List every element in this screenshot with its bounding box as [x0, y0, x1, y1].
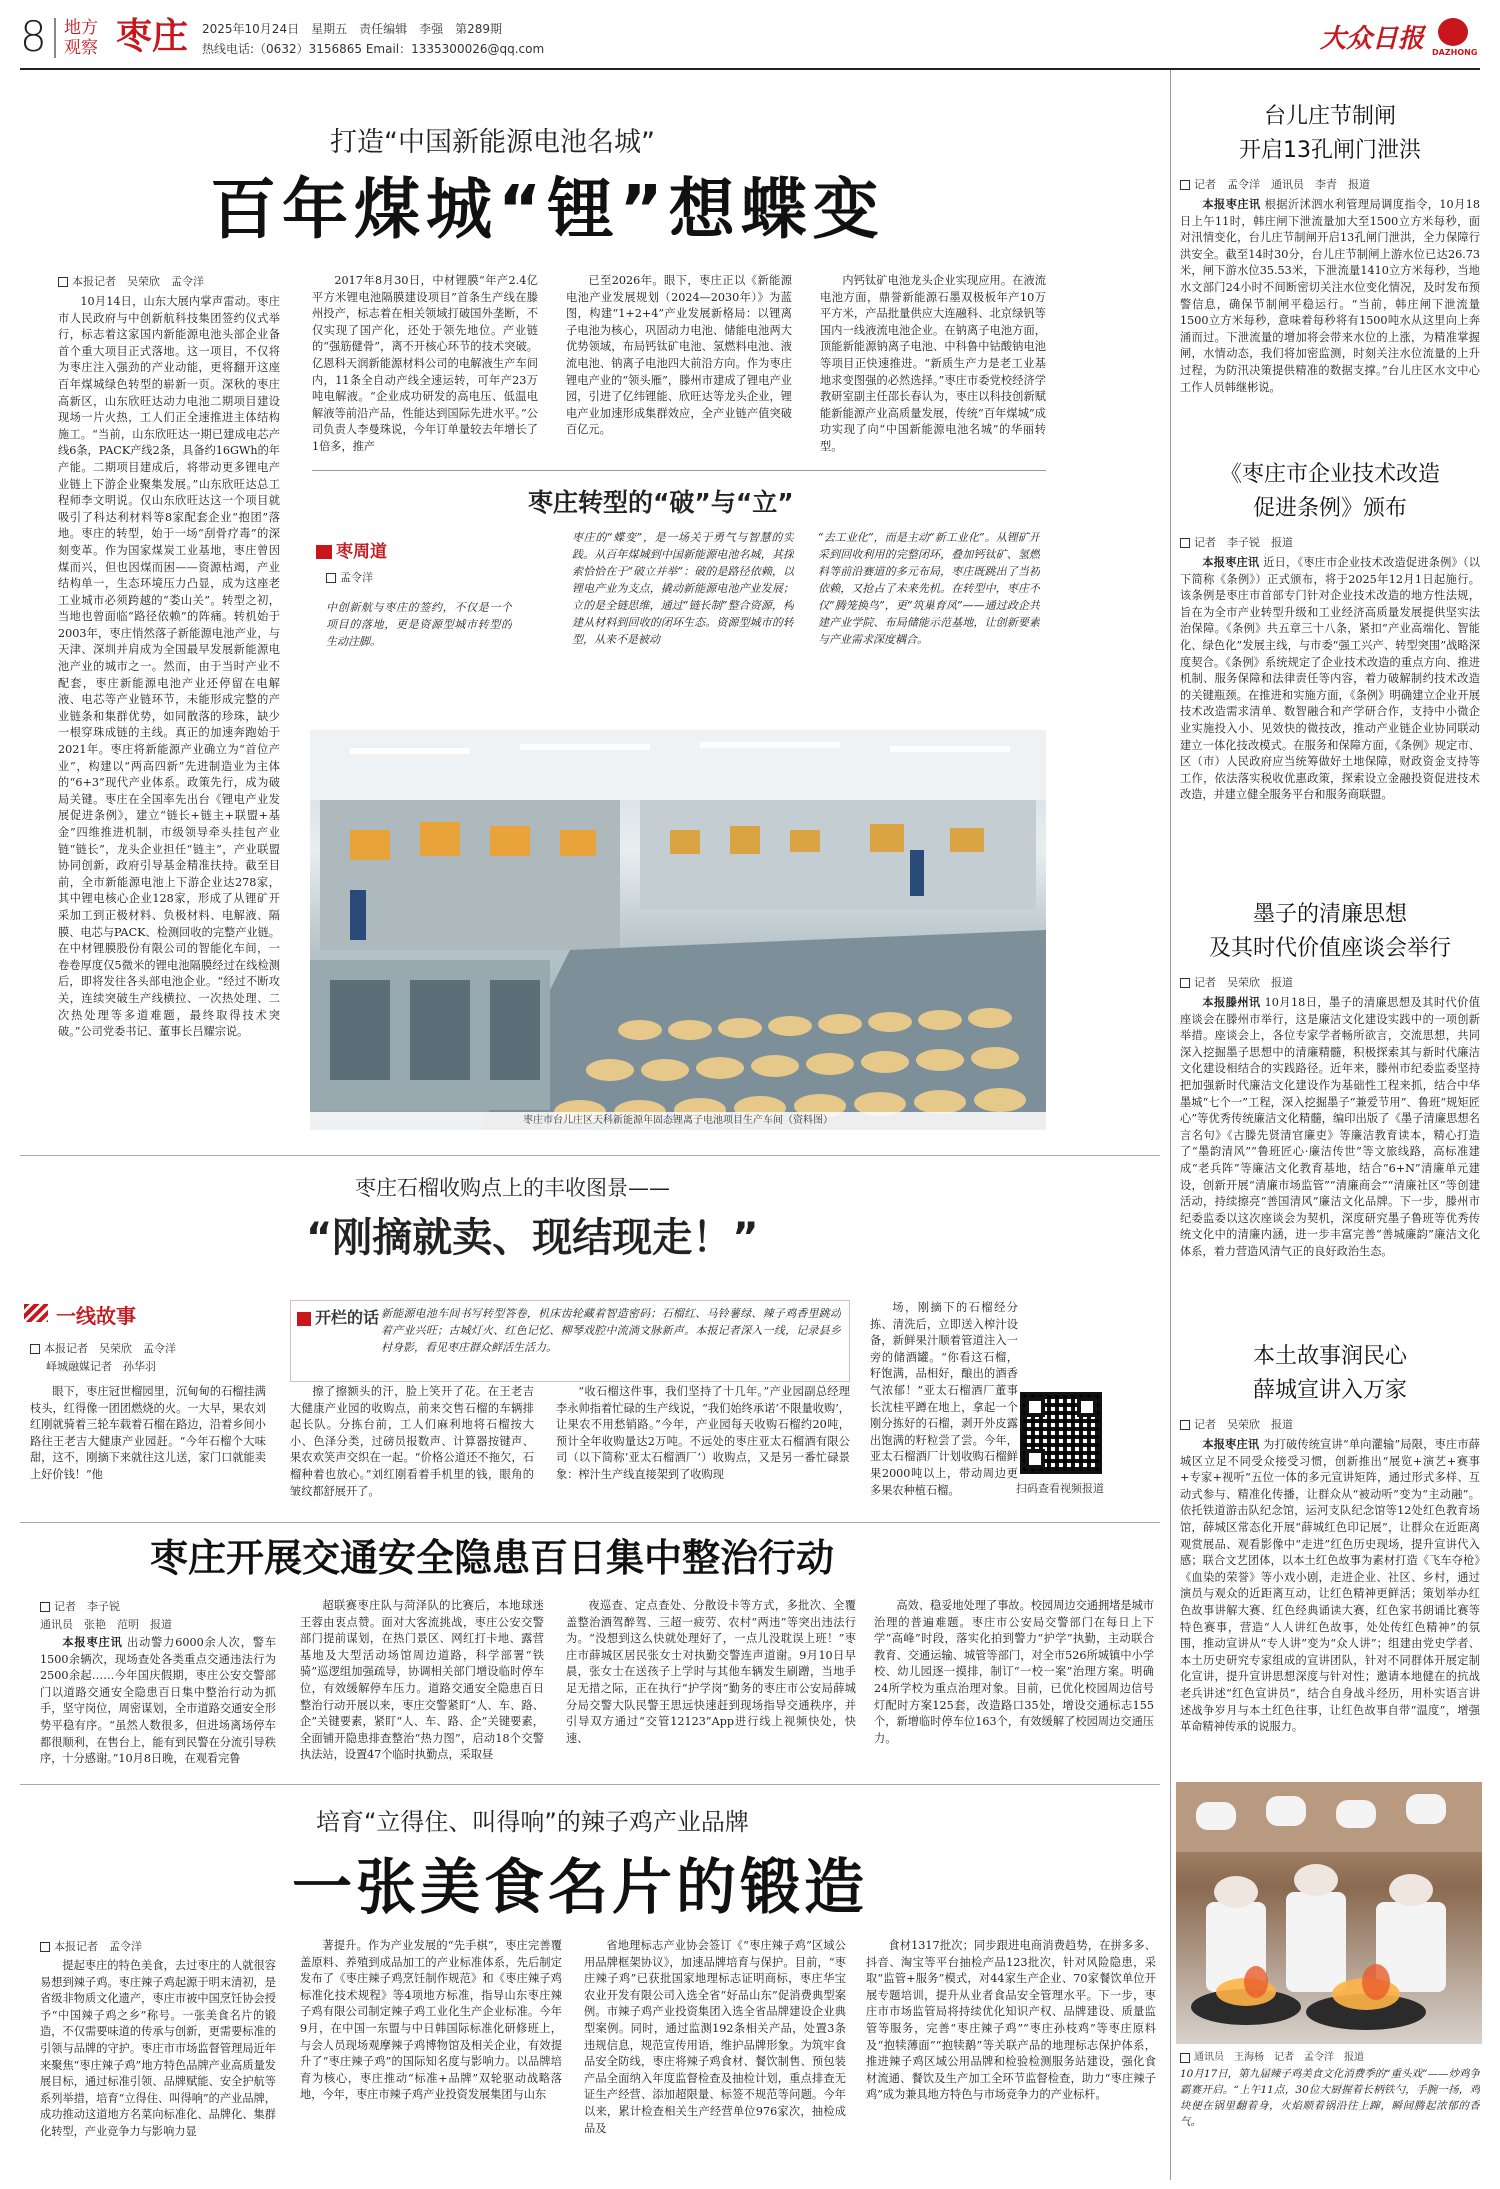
s3-title-2: 及其时代价值座谈会举行	[1208, 936, 1451, 961]
food-col-4: 食材1317批次；同步跟进电商消费趋势，在拼多多、抖音、淘宝等平台抽检产品123批次，针对风险隐患，采取“监管+服务”模式，对44家生产企业、70家餐饮单位开展专题培训，提升从业者食品安全管理水平。下一步，枣庄市市场监管局将持续优化知识产权、品牌建设、质量监管等服务，完善“枣庄辣子鸡”“枣庄孙枝鸡”等枣庄原料及“抱犊薄面”“抱犊鹅”等关联产品的地理标志保护体系，推进辣子鸡区域公用品牌和检验检测服务站建设，强化食材流通、餐饮及生产加工全环节监督检查，助力“枣庄辣子鸡”成为兼具地方特色与市场竞争力的产业标杆。	[866, 1939, 1156, 2102]
byline-box-icon	[30, 1344, 40, 1354]
page-number: 8	[20, 12, 47, 61]
s1-byline: 记者 孟令洋 通讯员 李青 报道	[1180, 176, 1480, 192]
s3-text: 本报滕州讯 10月18日，墨子的清廉思想及其时代价值座谈会在滕州市举行，这是廉洁文化建设实践中的一项创新举措。座谈会上，各位专家学者畅所欲言，交流思想，共同深入挖掘墨子思想中的清廉精髓，积极探索其与新时代廉洁文化建设相结合的实践路径。近年来，滕州市纪委监委坚持把加强新时代廉洁文化建设作为基础性工程来抓，结合中华墨城“七个一”工程，深入挖掘墨子“兼爱节用”、鲁班“规矩匠心”等优秀传统廉洁文化精髓，编印出版了《墨子清廉思想名言名句》《古滕先贤清官廉吏》等廉洁教育读本，精心打造了“墨韵清风”“鲁班匠心·廉洁传世”等文旅线路，高标准建成“老兵阵”等廉洁文化教育基地，结合“6+N”清廉单元建设，创新开展“清廉市场监管”“清廉商会”“清廉社区”等创建活动，持续擦亮“善国清风”廉洁文化品牌。下一步，滕州市纪委监委以这次座谈会为契机，深度研究墨子鲁班等优秀传统文化中的清廉内涵，进一步丰富完善“善城廉韵”廉洁文化体系，着力营造风清气正的良好政治生态。	[1180, 995, 1480, 1258]
opening-note-box	[290, 1300, 850, 1382]
opening-note-tag: 开栏的话	[297, 1305, 379, 1328]
byline-box-icon	[40, 1942, 50, 1952]
masthead-rule	[20, 68, 1480, 70]
commentary-mid-text: 枣庄的“蝶变”，是一场关于勇气与智慧的实践。从百年煤城到中国新能源电池名城，其探索恰恰在于“破立并举”：破的是路径依赖，以锂电产业为支点，撬动新能源电池产业发展；立的是全链思维，通过“链长制”整合资源，构建从材料到回收的闭环生态。资源型城市的转型，从来不是被动	[572, 531, 794, 646]
s1-text: 本报枣庄讯 根据沂沭泗水利管理局调度指令，10月18日上午11时，韩庄闸下泄流量加大至1500立方米每秒，面对汛情变化，台儿庄节制闸开启13孔闸门泄洪，全力保障行洪安全。截至14时30分，台儿庄节制闸上游水位已达26.73米，闸下游水位35.53米，下泄流量1410立方米每秒，当地水文部门24小时不间断密切关注水位变化情况，及时发布预警信息，确保节制闸平稳运行。“当前，韩庄闸下泄流量1500立方米每秒，意味着每秒将有1500吨水从这里向上奔涌而过。下泄流量的增加将会带来水位的上涨，为精准掌握闸，水情动态，我们将加密监测，时刻关注水位流量的上升过程，为防汛决策提供精准的数据支撑。”台儿庄区水文中心工作人员韩继彬说。	[1180, 197, 1480, 394]
logo-emblem-icon	[1438, 18, 1468, 46]
pomegranate-col-3: “收石榴这件事，我们坚持了十几年。”产业园副总经理李永帅指着忙碌的生产线说，“我们始终承诺‘不限量收购’，让果农不用愁销路。”今年，产业园每天收购石榴约20吨，预计全年收购量达2万吨。不远处的枣庄亚太石榴酒有限公司（以下简称‘亚太石榴酒厂’）收购点，又是另一番忙碌景象：榨汁生产线直接架到了收购现	[556, 1385, 850, 1481]
date-line: 2025年10月24日 星期五 责任编辑 李强 第289期	[202, 22, 502, 36]
traffic-byline-2: 通讯员 张艳 范明 报道	[40, 1618, 172, 1631]
traffic-bottom-rule	[20, 1784, 1160, 1785]
s3-title-1: 墨子的清廉思想	[1252, 902, 1407, 927]
s3-byline: 记者 吴荣欣 报道	[1180, 974, 1480, 990]
qr-caption: 扫码查看视频报道	[1016, 1482, 1104, 1495]
byline-box-icon	[1180, 2053, 1190, 2063]
region-title: 枣庄	[116, 16, 189, 57]
s1-title-1: 台儿庄节制闸	[1263, 104, 1396, 129]
sidebar-story-1	[1180, 100, 1480, 490]
section-label-2: 观察	[64, 38, 98, 58]
food-kicker: 培育“立得住、叫得响”的辣子鸡产业品牌	[316, 1808, 749, 1836]
chef-photo	[1176, 1782, 1482, 2044]
masthead-divider	[54, 18, 56, 58]
lead-col-3: 已至2026年。眼下，枣庄正以《新能源电池产业发展规划（2024—2030年）》为蓝图，构建“1+2+4”产业发展新格局：以锂离子电池为核心，巩固动力电池、储能电池两大优势领域，布局钙钛矿电池、氢燃料电池、液流电池、钠离子电池四大前沿方向。作为枣庄锂电产业的“领头雁”，滕州市建成了锂电产业园，引进了亿纬锂能、欣旺达等龙头企业，锂电产业加速形成集群效应，全产业链产值突破百亿元。	[566, 274, 792, 437]
pomegranate-col-1: 眼下，枣庄冠世榴园里，沉甸甸的石榴挂满枝头，红得像一团团燃烧的火。一大早，果农刘红刚就骑着三轮车载着石榴在路边，沿着乡间小路往王老吉大健康产业园赶。“今年石榴个大味甜，这不，刚摘下来就往这儿送，家门口就能卖上好价钱！”他	[30, 1385, 266, 1481]
factory-photo-art	[310, 730, 1046, 1130]
byline-box-icon	[1180, 538, 1190, 548]
pomegranate-byline-1: 本报记者 吴荣欣 孟令洋	[30, 1340, 176, 1356]
opening-note-icon	[297, 1312, 311, 1326]
s1-title-2: 开启13孔闸门泄洪	[1239, 138, 1421, 163]
commentary-author: 孟令洋	[326, 569, 373, 585]
commentary-box	[312, 470, 1046, 730]
traffic-byline-1: 记者 李子锐	[40, 1598, 120, 1614]
sidebar-story-4	[1180, 1340, 1480, 1790]
s4-byline: 记者 吴荣欣 报道	[1180, 1416, 1480, 1432]
pomegranate-col-4: 场，刚摘下的石榴经分拣、清洗后，立即送入榨汁设备，新鲜果汁顺着管道注入一旁的储酒罐。“你看这石榴，籽饱满，品相好，酿出的酒香气浓郁！”亚太石榴酒厂董事长沈桂平蹲在地上，拿起一个刚分拣好的石榴，剥开外皮露出饱满的籽粒尝了尝。今年，亚太石榴酒厂计划收购石榴鲜果2000吨以上，带动周边更多果农种植石榴。	[870, 1301, 1018, 1497]
food-col-1: 提起枣庄的特色美食，去过枣庄的人就很容易想到辣子鸡。枣庄辣子鸡起源于明末清初，是省级非物质文化遗产，枣庄市被中国烹饪协会授予“中国辣子鸡之乡”称号。一张美食名片的锻造，不仅需要味道的传承与创新，更需要标准的引领与品牌的守护。枣庄市市场监督管理局近年来聚焦“枣庄辣子鸡”地方特色品牌产业高质量发展目标，通过标准引领、品牌赋能、安全护航等系列举措，培育“立得住、叫得响”的产业品牌，成功推动这道地方名菜向标准化、品牌化、集群化转型，产业竞争力与影响力显	[40, 1959, 276, 2138]
byline-box-icon	[1180, 180, 1190, 190]
s4-title-2: 薛城宣讲入万家	[1252, 1378, 1407, 1403]
traffic-col-4: 高效、稳妥地处理了事故。校园周边交通拥堵是城市治理的普遍难题。枣庄市公安局交警部门在每日上下学“高峰”时段，落实化拍到警力“护学”执勤，主动联合教育、交通运输、城管等部门，对全市526所城镇中小学校、幼儿园逐一摸排，制订“一校一案”治理方案。明确24所学校为重点治理对象。目前，已优化校园周边信号灯配时方案125套，改造路口35处，增设交通标志155个，新增临时停车位163个，有效缓解了校园周边交通压力。	[874, 1599, 1154, 1745]
masthead	[20, 14, 1480, 64]
qr-corner-tr-icon	[1077, 1397, 1097, 1417]
pomegranate-bottom-rule	[20, 1522, 1160, 1523]
food-col-2: 著提升。作为产业发展的“先手棋”，枣庄完善覆盖原料、养殖到成品加工的产业标准体系，先后制定发布了《枣庄辣子鸡烹饪制作规范》和《枣庄辣子鸡标准化技术规程》等4项地方标准，指导山东枣庄辣子鸡有限公司制定辣子鸡工业化生产企业标准。今年9月，在中国一东盟与中日韩国际标准化研修班上，与会人员现场观摩辣子鸡博物馆及相关企业，有效提升了“枣庄辣子鸡”的国际知名度与影响力。以品牌培育为核心，枣庄推动“标准+品牌”双轮驱动战略落地，今年，枣庄市辣子鸡产业投资发展集团与山东	[300, 1939, 562, 2102]
hotline: 热线电话:（0632）3156865 Email：1335300026@qq.com	[202, 42, 545, 56]
s2-text: 本报枣庄讯 近日，《枣庄市企业技术改造促进条例》（以下简称《条例》）正式颁布，将于2025年12月1日起施行。该条例是枣庄市首部专门针对企业技术改造的地方性法规，旨在为全市产业转型升级和工业经济高质量发展提供坚实法治保障。《条例》共五章三十八条，紧扣“产业高端化、智能化、绿色化”发展主线，与市委“强工兴产、转型突围”战略深度契合。《条例》系统规定了企业技术改造的重点方向、推进机制、服务保障和法律责任等内容，着力破解制约技术改造的关键瓶颈。在推进和实施方面，《条例》明确建立企业开展技术改造需求清单、数智融合和产学研合作，支持中小微企业实施投入小、见效快的微技改，推动产业链企业协同联动建立一体化技改模式。在服务和保障方面，《条例》规定市、区（市）人民政府应当统筹做好土地保障，财政资金支持等工作，依法落实税收优惠政策，探索设立金融投资促进技术改造，并建立健全服务平台和服务商联盟。	[1180, 555, 1480, 802]
comment-flag-icon	[316, 545, 332, 559]
commentary-tag: 枣周道	[316, 537, 387, 562]
qr-corner-bl-icon	[1025, 1449, 1045, 1469]
sidebar-story-2	[1180, 458, 1480, 898]
frontline-stripe-icon	[24, 1304, 48, 1322]
factory-photo	[310, 730, 1046, 1130]
tag-frontline: 一线故事	[24, 1300, 184, 1326]
opening-note-text: 新能源电池车间书写转型答卷，机床齿轮藏着智造密码；石榴红、马铃薯绿、辣子鸡香里跳动着产业兴旺；古城灯火、红色记忆、柳琴戏腔中流淌文脉新声。本报记者深入一线，记录县乡村身影，看见枣庄群众鲜活生活力。	[381, 1307, 841, 1354]
food-byline: 本报记者 孟令洋	[40, 1938, 142, 1954]
lead-title: 百年煤城“锂”想蝶变	[210, 171, 885, 248]
logo	[1320, 14, 1480, 60]
s2-title-2: 促进条例》颁布	[1252, 496, 1407, 521]
traffic-col-1: 本报枣庄讯 出动警力6000余人次，警车1500余辆次，现场查处各类重点交通违法行为2500余起……今年国庆假期，枣庄公安交警部门以道路交通安全隐患百日集中整治行动为抓手，坚守岗位，周密谋划，全市道路交通安全形势平稳有序。“虽然人数很多，但进场离场停车都很顺利，在售台上，能有到民警在分流引导秩序，十分感谢。”10月8日晚，在观看完鲁	[40, 1635, 276, 1766]
qr-corner-tl-icon	[1025, 1397, 1045, 1417]
byline-box-icon	[1180, 978, 1190, 988]
factory-photo-caption: 枣庄市台儿庄区天科新能源年固态锂离子电池项目生产车间（资料图）	[310, 1112, 1046, 1130]
s2-byline: 记者 李子锐 报道	[1180, 534, 1480, 550]
food-title: 一张美食名片的锻造	[292, 1853, 868, 1923]
lead-col-2: 2017年8月30日，中材锂膜“年产2.4亿平方米锂电池隔膜建设项目”首条生产线在滕州投产，标志着在相关领域打破国外垄断，不仅实现了国产化，还处于领先地位。产业链的“强筋健骨”，离不开核心环节的技术突破。亿恩科天润新能源材料公司的电解液生产车间内，11条全自动产线全速运转，可年产23万吨电解液。“企业成功研发的高电压、低温电解液等前沿产品，性能达到国际先进水平。”公司负责人李曼珠说，今年订单量较去年增长了1倍多，推产	[312, 274, 538, 453]
lead-kicker: 打造“中国新能源电池名城”	[330, 127, 655, 158]
pomegranate-title: “刚摘就卖、现结现走！”	[306, 1215, 759, 1261]
byline-box-icon	[58, 277, 68, 287]
traffic-col-3: 夜巡查、定点查处、分散设卡等方式，多批次、全覆盖整治酒驾醉驾、三超一疲劳、农村“两违”等突出违法行为。“没想到这么快就处理好了，一点儿没耽误上班！”枣庄市薛城区居民张女士对执勤交警连声道谢。9月10日早晨，张女士在送孩子上学时与其他车辆发生刷蹭，当地手足无措之际，正在执行“护学岗”勤务的枣庄市公安局薛城分局交警大队民警王思远快速赶到现场指导交通秩序，并引导双方通过“交管12123”App进行线上视频快处，快速、	[566, 1599, 856, 1745]
chef-photo-art	[1176, 1782, 1482, 2044]
logo-text: 大众日报	[1320, 24, 1425, 54]
s2-title-1: 《枣庄市企业技术改造	[1219, 462, 1440, 487]
lead-col-1: 10月14日，山东大展内掌声雷动。枣庄市人民政府与中创新航科技集团签约仪式举行，标志着这家国内新能源电池头部企业备首个重大项目正式落地。这一项目，不仅将为枣庄注入强劲的产业动能，更将翻开这座百年煤城绿色转型的崭新一页。深秋的枣庄高新区，山东欣旺达动力电池二期项目建设现场一片火热，工人们正全速推进主体结构施工。“当前，山东欣旺达一期已建成电芯产线6条，PACK产线2条，具备约16GWh的年产能。二期项目建成后，将带动更多锂电产业链上下游企业聚集发展。”山东欣旺达总工程师李文明说。仅山东欣旺达这一个项目就吸引了科达利材料等8家配套企业“抱团”落地。枣庄的转型，始于一场“刮骨疗毒”的深刻变革。作为国家煤炭工业基地，枣庄曾因煤而兴，但也因煤而困——资源枯竭，产业结构单一，生态环境压力凸显，成为这座老工业城市必须跨越的“娄山关”。转型之初，当地也曾面临“路径依赖”的阵痛。转机始于2003年，枣庄悄然落子新能源电池产业，与天津、深圳并肩成为全国最早发展新能源电池产业的城市之一。然而，由于当时产业不配套，枣庄新能源电池产业还停留在电解液、电芯等产业链环节，未能形成完整的产业链条和集群优势，如同散落的珍珠，缺少一根穿珠成链的主线。真正的加速奔跑始于2021年。枣庄将新能源产业确立为“首位产业”，构建以“两高四新”先进制造业为主体的“6+3”现代产业体系。政策先行，成为破局关键。枣庄在全国率先出台《锂电产业发展促进条例》，建立“链长+链主+联盟+基金”四维推进机制，市级领导牵头挂包产业链“链长”，龙头企业担任“链主”，产业联盟协同创新，政府引导基金精准扶持。截至目前，全市新能源电池上下游企业达278家，其中锂电核心企业128家，形成了从锂矿开采加工到正极材料、负极材料、电解液、隔膜、电芯与PACK、检测回收的完整产业链。在中材锂膜股份有限公司的智能化车间，一卷卷厚度仅5微米的锂电池隔膜经过在线检测后，即将发往各头部电池企业。“经过不断攻关，连续突破生产线横拉、一次热处理、二次热处理等多道难题，最终取得技术突破。”公司党委书记、董事长吕耀宗说。	[58, 295, 280, 1039]
section-label-1: 地方	[64, 18, 98, 38]
byline-box-icon	[40, 1602, 50, 1612]
qr-code[interactable]	[1020, 1392, 1102, 1474]
commentary-right-text: “去工业化”，而是主动“新工业化”。从锂矿开采到回收利用的完整闭环，叠加钙钛矿、氢燃料等前沿赛道的多元布局，枣庄既跳出了当初依赖，又抢占了未来先机。在转型中，枣庄不仅“腾笼换鸟”，更“筑巢育凤”——通过政企共建产业学院、布局储能示范基地，让创新要素与产业需求深度耦合。	[818, 531, 1040, 646]
pomegranate-byline-2: 峄城融媒记者 孙华羽	[46, 1360, 156, 1373]
pomegranate-kicker: 枣庄石榴收购点上的丰收图景——	[355, 1176, 670, 1200]
s4-text: 本报枣庄讯 为打破传统宣讲“单向灌输”局限，枣庄市薛城区立足不同受众接受习惯，创新推出“展览+演艺+赛事+专家+视听”五位一体的多元宣讲矩阵，通过形式多样、互动式参与、精准化传播，让群众从“被动听”变为“主动融”。依托铁道游击队纪念馆，运河支队纪念馆等12处红色教育场馆，薛城区常态化开展“薛城红色印记展”，让群众在近距离观赏展品、观看影像中“走进”红色历史现场，提升宣讲代入感；联合文艺团体，以本土红色故事为素材打造《飞车夺枪》《血染的荣誉》等小戏小剧，走进企业、社区、乡村，通过演员与观众的近距离互动，让红色精神更鲜活；策划举办红色故事讲解大赛、红色经典诵读大赛，红色家书朗诵比赛等特色赛事，营造“人人讲红色故事，处处传红色精神”的氛围，推动宣讲从“专人讲”变为“众人讲”；组建由党史学者、本土历史研究专家组成的宣讲团队，针对不同群体开展定制化宣讲，提升宣讲思想深度与针对性；邀请本地健在的抗战老兵讲述“红色宣讲员”，结合自身战斗经历，用朴实语言讲述战争岁月与本土红色往事，让红色故事自带“温度”，增强革命精神传承的说服力。	[1180, 1437, 1480, 1734]
logo-sub: DAZHONG	[1432, 48, 1478, 57]
chef-photo-caption: 10月17日，第九届辣子鸡美食文化消费季的“重头戏”——炒鸡争霸赛开启。“上午11点，30位大厨握着长柄铁勺，手腕一扬，鸡块便在锅里翻着身，火焰顺着锅沿往上蹿，瞬间腾起浓郁的香气。	[1180, 2068, 1480, 2128]
sidebar-story-3	[1180, 898, 1480, 1338]
traffic-title: 枣庄开展交通安全隐患百日集中整治行动	[150, 1536, 835, 1580]
s4-title-1: 本土故事润民心	[1252, 1344, 1407, 1369]
traffic-col-2: 超联赛枣庄队与菏泽队的比赛后，本地球迷王蓉由衷点赞。面对大客流挑战，枣庄公安交警部门提前谋划，在热门景区、网红打卡地、露营基地及大型活动场馆周边道路，科学部署“铁骑”巡逻组加强疏导，协调相关部门增设临时停车位，有效缓解停车压力。道路交通安全隐患百日整治行动开展以来，枣庄交警紧盯“人、车、路、企”关键要素，紧盯“人、车、路、企”关键要素，全面铺开隐患排查整治“热力图”，启动18个交警执法站，设置47个临时执勤点，采取昼	[300, 1599, 544, 1762]
commentary-left-text: 中创新航与枣庄的签约，不仅是一个项目的落地，更是资源型城市转型的生动注脚。	[326, 601, 512, 648]
lead-col-4: 内钙钛矿电池龙头企业实现应用。在液流电池方面，鼎誉新能源石墨双极板年产10万平方米，产品批量供应大连融科、北京绿钒等国内一线液流电池企业。在钠离子电池方面，顶能新能源钠离子电池、中科鲁中钴酸钠电池等项目正快速推进。“新质生产力是老工业基地求变图强的必然选择。”枣庄市委党校经济学教研室副主任邵长春认为，枣庄以科技创新赋能新能源产业高质量发展，传统“百年煤城”成功实现了向“中国新能源电池名城”的华丽转型。	[820, 274, 1046, 453]
byline-box-icon	[326, 573, 336, 583]
pomegranate-col-2: 擦了擦额头的汗，脸上笑开了花。在王老吉大健康产业园的收购点，前来交售石榴的车辆排起长队。分拣台前，工人们麻利地将石榴按大小、色泽分类，过磅员报数声、计算器按键声、果农欢笑声交织在一起。“价格公道还不拖欠，石榴种着也放心。”刘红刚看着手机里的钱，眼角的皱纹都舒展开了。	[290, 1385, 534, 1498]
lead-byline: 本报记者 吴荣欣 孟令洋	[58, 273, 204, 289]
food-col-3: 省地理标志产业协会签订《“枣庄辣子鸡”区域公用品牌框架协议》，加速品牌培育与保护。目前，“枣庄辣子鸡”已获批国家地理标志证明商标，枣庄华宝农业开发有限公司入选全省“好品山东”促消费典型案例。市辣子鸡产业投资集团入选全省品牌建设企业典型案例。同时，通过监测192条相关产品，处置3条违规信息，规范宣传用语，维护品牌形象。为筑牢食品安全防线，枣庄将辣子鸡食材、餐饮制售、预包装产品全面纳入年度监督检查及抽检计划，重点排查无证生产经营、添加超限量、标签不规范等问题。今年以来，累计检查相关生产经营单位976家次，抽检成品及	[584, 1939, 846, 2135]
chef-photo-byline: 通讯员 王海杨 记者 孟令洋 报道	[1180, 2048, 1364, 2063]
lead-bottom-rule	[20, 1155, 1160, 1156]
sidebar-divider	[1170, 70, 1171, 2180]
commentary-title: 枣庄转型的“破”与“立”	[528, 488, 794, 517]
byline-box-icon	[1180, 1420, 1190, 1430]
